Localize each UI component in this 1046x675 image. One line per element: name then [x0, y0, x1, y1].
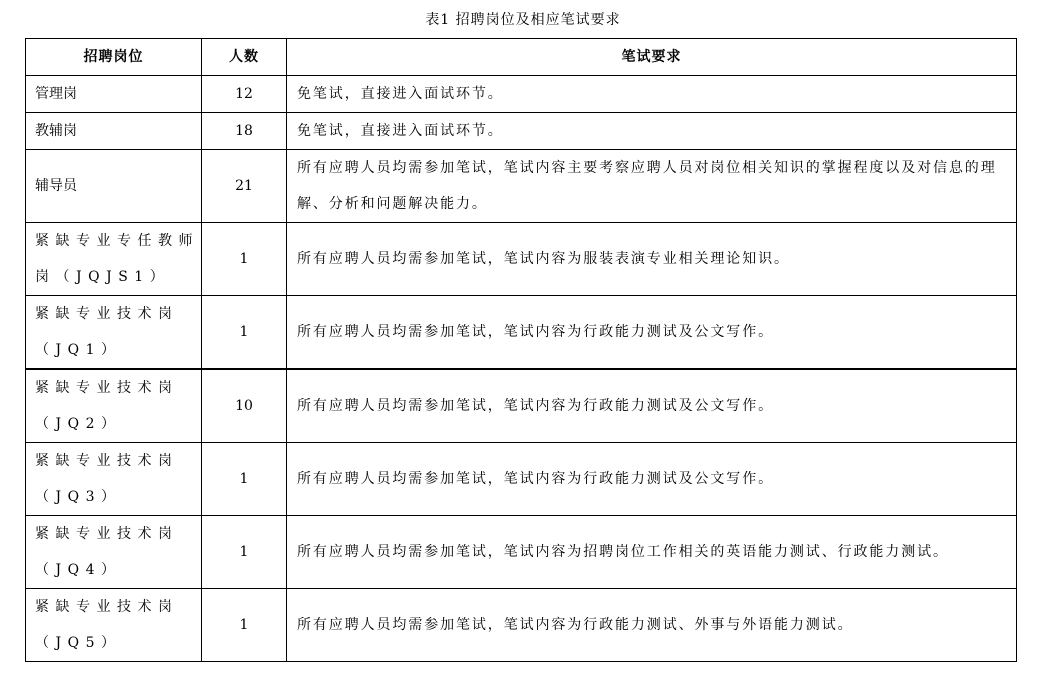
requirement-cell: 所有应聘人员均需参加笔试，笔试内容为行政能力测试及公文写作。 — [287, 296, 1017, 370]
table-row — [26, 296, 1017, 370]
count-cell: 1 — [202, 516, 287, 589]
table-row — [26, 223, 1017, 296]
header-row — [26, 39, 1017, 76]
count-cell: 1 — [202, 223, 287, 296]
position-cell: 紧缺专业专任教师岗（JQJS1） — [26, 223, 202, 296]
position-cell: 紧缺专业技术岗（JQ1） — [26, 296, 202, 370]
table-row — [26, 369, 1017, 443]
table-caption: 表1 招聘岗位及相应笔试要求 — [425, 12, 621, 28]
requirement-cell: 所有应聘人员均需参加笔试，笔试内容主要考察应聘人员对岗位相关知识的掌握程度以及对信息的理解、分析和问题解决能力。 — [287, 150, 1017, 223]
count-cell: 10 — [202, 369, 287, 443]
requirement-cell: 所有应聘人员均需参加笔试，笔试内容为行政能力测试及公文写作。 — [287, 443, 1017, 516]
requirement-cell: 所有应聘人员均需参加笔试，笔试内容为招聘岗位工作相关的英语能力测试、行政能力测试。 — [287, 516, 1017, 589]
requirement-cell: 所有应聘人员均需参加笔试，笔试内容为行政能力测试及公文写作。 — [287, 369, 1017, 443]
position-cell: 紧缺专业技术岗（JQ3） — [26, 443, 202, 516]
table-row — [26, 150, 1017, 223]
position-cell: 紧缺专业技术岗（JQ4） — [26, 516, 202, 589]
count-cell: 1 — [202, 296, 287, 370]
count-cell: 12 — [202, 76, 287, 113]
requirement-cell: 所有应聘人员均需参加笔试，笔试内容为服装表演专业相关理论知识。 — [287, 223, 1017, 296]
table-row — [26, 443, 1017, 516]
table-row — [26, 76, 1017, 113]
requirement-cell: 免笔试，直接进入面试环节。 — [287, 76, 1017, 113]
count-cell: 1 — [202, 589, 287, 662]
table-row — [26, 589, 1017, 662]
requirement-cell: 所有应聘人员均需参加笔试，笔试内容为行政能力测试、外事与外语能力测试。 — [287, 589, 1017, 662]
position-cell: 辅导员 — [26, 150, 202, 223]
position-cell: 教辅岗 — [26, 113, 202, 150]
header-count: 人数 — [202, 39, 287, 76]
position-cell: 管理岗 — [26, 76, 202, 113]
table-row — [26, 516, 1017, 589]
header-requirement: 笔试要求 — [287, 39, 1017, 76]
count-cell: 1 — [202, 443, 287, 516]
count-cell: 21 — [202, 150, 287, 223]
table-row — [26, 113, 1017, 150]
requirement-cell: 免笔试，直接进入面试环节。 — [287, 113, 1017, 150]
header-position: 招聘岗位 — [26, 39, 202, 76]
position-cell: 紧缺专业技术岗（JQ2） — [26, 369, 202, 443]
recruitment-table — [25, 38, 1017, 662]
position-cell: 紧缺专业技术岗（JQ5） — [26, 589, 202, 662]
count-cell: 18 — [202, 113, 287, 150]
